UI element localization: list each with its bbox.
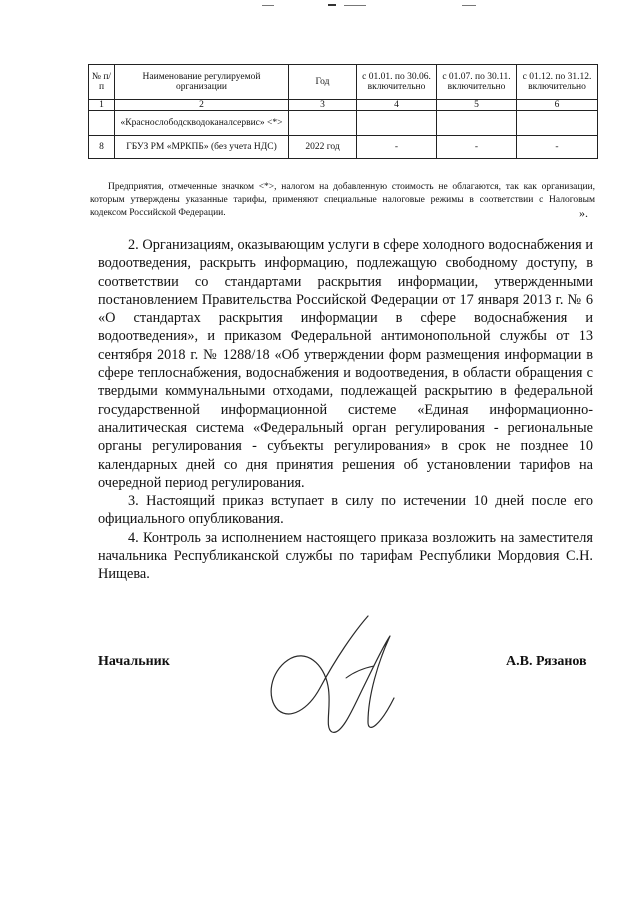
closing-quote: ». <box>579 206 588 220</box>
header-organization: Наименование регулируемой организации <box>115 65 289 100</box>
table-row <box>89 136 598 159</box>
header-year: Год <box>289 65 357 100</box>
organization-name-cell: «Краснослободскводоканалсервис» <*> <box>115 111 289 136</box>
column-number: 6 <box>517 100 598 111</box>
paragraph-disclosure: 2. Организациям, оказывающим услуги в сфере холодного водоснабжения и водоотведения, раскрыть информацию, подлежащую свободному доступу, в соответствии со стандартами раскрытия информации, утвержденными постановлением Правительства Российской Федерации от 17 января 2013 г. № 6 «О стандартах раскрытия информации в сфере водоснабжения и водоотведения», и приказом Федеральной антимонопольной службы от 13 сентября 2018 г. № 1288/18 «Об утверждении форм размещения информации в сфере теплоснабжения, водоснабжения и водоотведения, в области обращения с твердыми коммунальными отходами, подлежащей раскрытию в федеральной государственной информационной системе «Единая информационно-аналитическая система «Федеральный орган регулирования - региональные органы регулирования - субъекты регулирования» в срок не позднее 10 календарных дней со дня принятия решения об установлении тарифов на очередной период регулирования. <box>98 237 593 491</box>
signer-name: А.В. Рязанов <box>506 654 587 669</box>
order-body <box>98 236 593 584</box>
tariff-cell: - <box>437 136 517 159</box>
scan-artifacts <box>0 0 640 14</box>
year-cell: 2022 год <box>289 136 357 159</box>
header-period-3: с 01.12. по 31.12. включительно <box>517 65 598 100</box>
tariff-table <box>88 64 598 159</box>
column-number: 2 <box>115 100 289 111</box>
column-number: 1 <box>89 100 115 111</box>
tariff-cell: - <box>357 136 437 159</box>
column-number: 5 <box>437 100 517 111</box>
vat-footnote: Предприятия, отмеченные значком <*>, налогом на добавленную стоимость не облагаются, так как организации, которым утверждены указанные тарифы, применяют специальные налоговые режимы в соответствии с Налоговым кодексом Российской Федерации. <box>90 182 595 218</box>
table-cell <box>517 111 598 136</box>
column-number-row <box>89 100 598 111</box>
handwritten-signature <box>250 602 430 752</box>
header-period-1: с 01.01. по 30.06. включительно <box>357 65 437 100</box>
organization-name-cell: ГБУЗ РМ «МРКПБ» (без учета НДС) <box>115 136 289 159</box>
table-cell <box>437 111 517 136</box>
row-number-cell: 8 <box>89 136 115 159</box>
paragraph-control: 4. Контроль за исполнением настоящего приказа возложить на заместителя начальника Республиканской службы по тарифам Республики Мордовия С.Н. Нищева. <box>98 529 593 583</box>
table-cell <box>89 111 115 136</box>
column-number: 3 <box>289 100 357 111</box>
column-number: 4 <box>357 100 437 111</box>
header-period-2: с 01.07. по 30.11. включительно <box>437 65 517 100</box>
header-num: № п/п <box>89 65 115 100</box>
signer-title: Начальник <box>98 654 170 669</box>
table-cell <box>357 111 437 136</box>
tariff-cell: - <box>517 136 598 159</box>
table-header-row <box>89 65 598 100</box>
paragraph-effective-date: 3. Настоящий приказ вступает в силу по истечении 10 дней после его официального опубликования. <box>98 493 593 528</box>
table-cell <box>289 111 357 136</box>
table-row <box>89 111 598 136</box>
